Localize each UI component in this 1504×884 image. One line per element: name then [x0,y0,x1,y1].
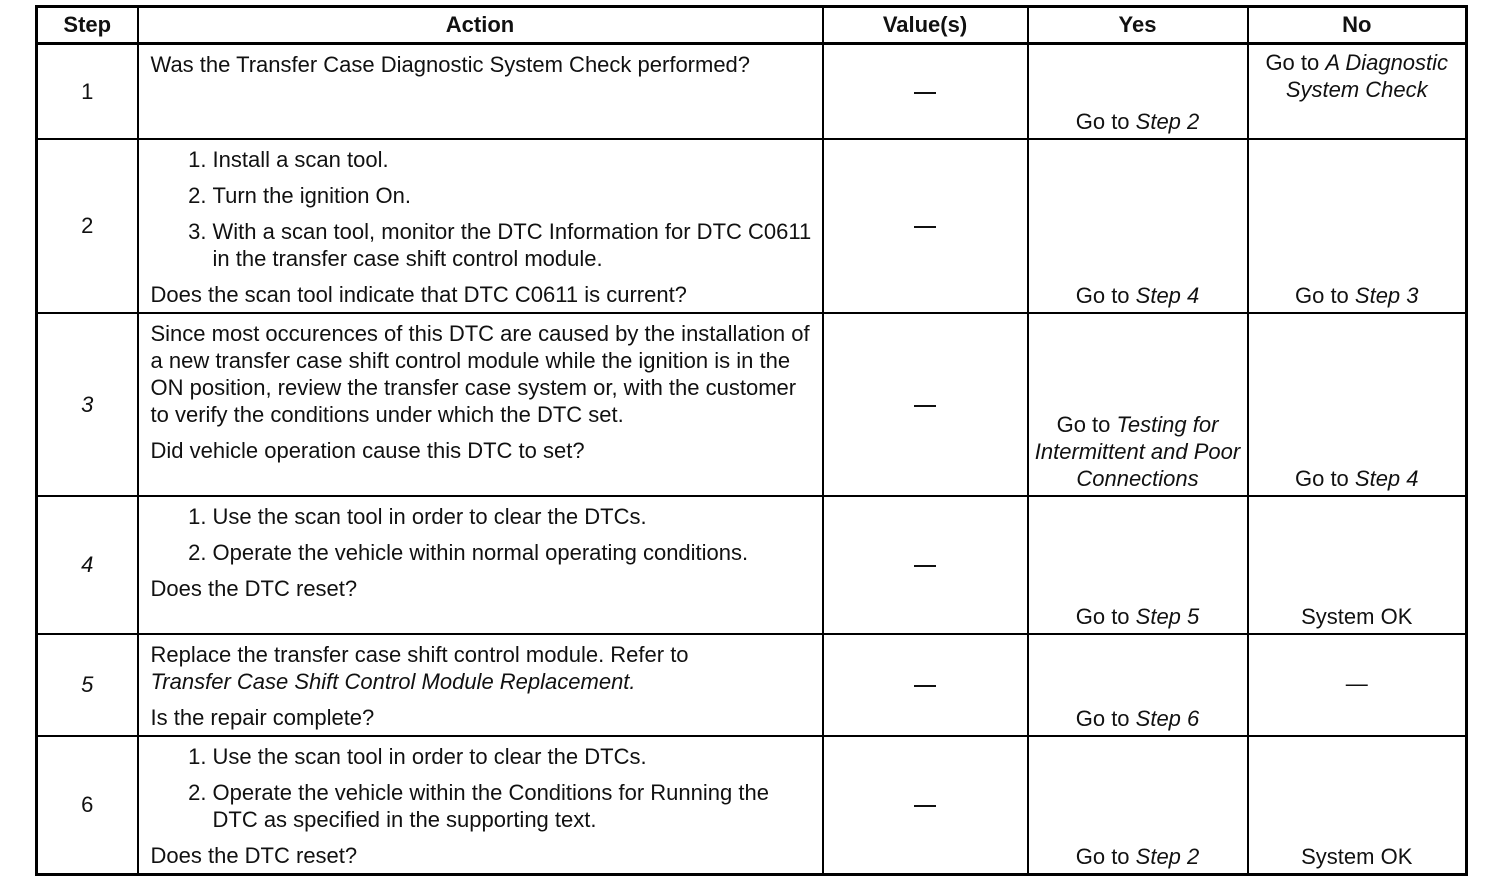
action-cell [138,139,823,313]
dash-mark [914,805,936,807]
no-cell [1248,44,1467,139]
list-text: Use the scan tool in order to clear the DTCs. [212,743,647,769]
action-reference[interactable]: Transfer Case Shift Control Module Replacement. [150,668,636,694]
list-item [151,503,812,530]
table-row-step-3 [37,313,1467,496]
dash-mark [914,405,936,407]
yes-prefix: Go to [1075,603,1136,629]
dash-mark [914,92,936,94]
header-yes: Yes [1028,7,1248,44]
action-cell [138,736,823,875]
value-cell [823,139,1028,313]
yes-prefix: Go to [1075,705,1136,731]
header-action: Action [138,7,823,44]
action-instruction: Replace the transfer case shift control module. Refer to [150,641,689,667]
table-row-step-5 [37,634,1467,736]
list-item [151,539,812,566]
value-cell [823,736,1028,875]
list-text: With a scan tool, monitor the DTC Information for DTC C0611 in the transfer case shift control module. [212,218,812,271]
no-cell [1248,139,1467,313]
yes-cell [1028,44,1248,139]
action-question: Does the DTC reset? [150,575,358,601]
step-number: 1 [37,44,138,139]
no-cell: — [1248,634,1467,736]
action-cell [138,634,823,736]
yes-prefix: Go to [1056,411,1117,437]
header-step: Step [37,7,138,44]
header-no: No [1248,7,1467,44]
list-text: Turn the ignition On. [212,182,412,208]
yes-link[interactable]: Testing for Intermittent and Poor Connections [1034,411,1241,491]
dash-mark [914,685,936,687]
action-text: Was the Transfer Case Diagnostic System Check performed? [150,52,751,77]
action-cell [138,496,823,634]
yes-prefix: Go to [1075,108,1136,134]
table-row-step-2 [37,139,1467,313]
list-number: 1. [188,503,207,529]
action-list [151,743,812,833]
value-cell [823,634,1028,736]
yes-prefix: Go to [1075,282,1136,308]
step-number: 4 [37,496,138,634]
action-question: Is the repair complete? [150,704,375,730]
value-cell [823,44,1028,139]
yes-cell [1028,496,1248,634]
table-row-step-1 [37,44,1467,139]
list-item [151,218,812,272]
action-cell [138,313,823,496]
yes-cell [1028,634,1248,736]
yes-prefix: Go to [1075,843,1136,869]
action-question: Did vehicle operation cause this DTC to set? [150,437,585,463]
list-text: Install a scan tool. [212,146,389,172]
no-cell: System OK [1248,736,1467,875]
yes-cell [1028,736,1248,875]
yes-link[interactable]: Step 2 [1135,843,1200,869]
action-cell [138,44,823,139]
list-number: 2. [188,779,207,805]
dash-mark [914,565,936,567]
list-number: 1. [188,146,207,172]
list-number: 1. [188,743,207,769]
no-prefix: Go to [1294,282,1355,308]
step-number: 3 [37,313,138,496]
list-number: 2. [188,539,207,565]
header-row [37,7,1467,44]
action-question: Does the DTC reset? [150,842,358,868]
action-question: Does the scan tool indicate that DTC C0611 is current? [150,281,687,307]
step-number: 2 [37,139,138,313]
no-cell: System OK [1248,496,1467,634]
list-item [151,182,812,209]
value-cell [823,496,1028,634]
no-link[interactable]: Step 3 [1354,282,1419,308]
no-link[interactable]: A Diagnostic System Check [1285,50,1449,102]
list-number: 3. [188,218,207,244]
yes-link[interactable]: Step 6 [1135,705,1200,731]
list-item [151,146,812,173]
yes-cell [1028,313,1248,496]
list-item [151,743,812,770]
table-row-step-6 [37,736,1467,875]
action-text [151,641,812,695]
yes-link[interactable]: Step 4 [1135,282,1200,308]
yes-link[interactable]: Step 2 [1135,108,1200,134]
list-text: Operate the vehicle within normal operating conditions. [212,539,749,565]
action-list [151,503,812,566]
no-cell [1248,313,1467,496]
step-number: 6 [37,736,138,875]
no-prefix: Go to [1294,465,1355,491]
list-text: Operate the vehicle within the Conditions for Running the DTC as specified in the supporting text. [212,779,769,832]
list-number: 2. [188,182,207,208]
value-cell [823,313,1028,496]
no-link[interactable]: Step 4 [1354,465,1419,491]
list-text: Use the scan tool in order to clear the DTCs. [212,503,647,529]
action-text: Since most occurences of this DTC are caused by the installation of a new transfer case shift control module while the ignition is in the ON position, review the transfer case system or, with the customer to verify the conditions under which the DTC set. [150,320,810,427]
step-number: 5 [37,634,138,736]
diagnostic-table [35,5,1468,876]
header-values: Value(s) [823,7,1028,44]
action-list [151,146,812,272]
dash-mark [914,226,936,228]
yes-cell [1028,139,1248,313]
no-prefix: Go to [1265,50,1326,75]
list-item [151,779,812,833]
table-row-step-4 [37,496,1467,634]
yes-link[interactable]: Step 5 [1135,603,1200,629]
